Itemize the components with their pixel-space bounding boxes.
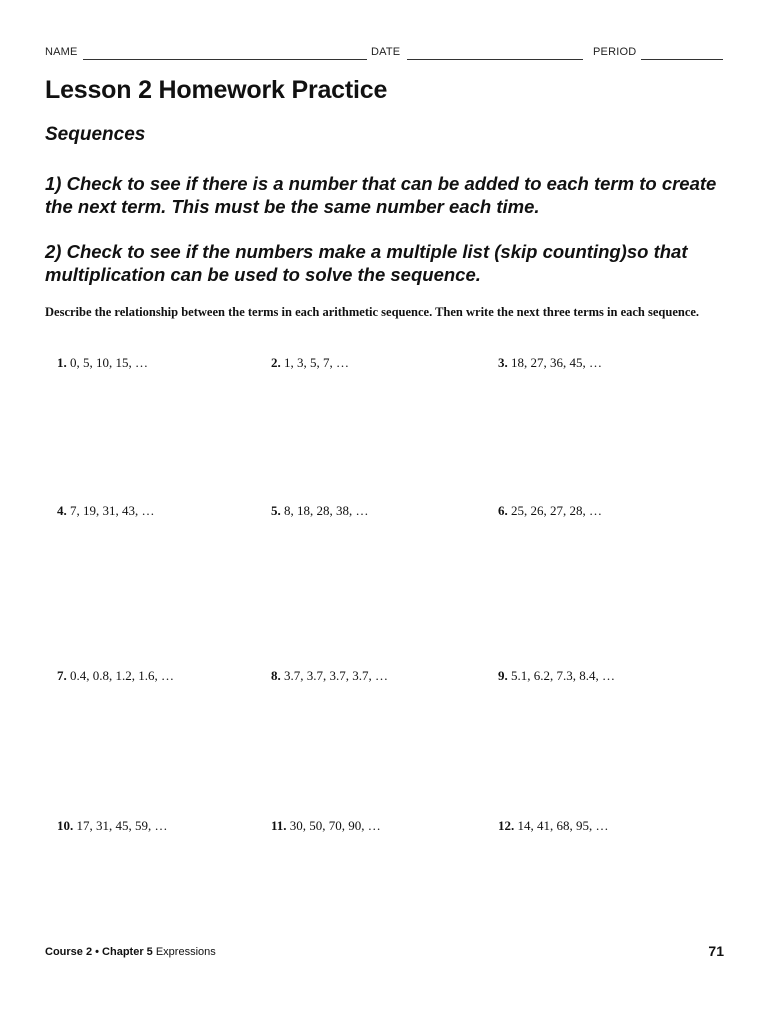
problem-sequence: 30, 50, 70, 90, … (289, 818, 381, 833)
problem-11 (271, 818, 381, 834)
footer-topic: Expressions (155, 946, 216, 958)
strategy-tip-1: 1) Check to see if there is a number that can be added to each term to create the next term. This must be the same number each time. (45, 173, 717, 217)
problem-8 (271, 668, 388, 684)
problem-number: 8. (271, 668, 281, 683)
instructions: Describe the relationship between the terms in each arithmetic sequence. Then write the next three terms in each sequence. (45, 305, 700, 319)
problem-12 (498, 818, 609, 834)
problem-sequence: 8, 18, 28, 38, … (284, 503, 369, 518)
problem-10 (57, 818, 168, 834)
date-line[interactable] (407, 59, 583, 60)
problem-number: 2. (271, 355, 281, 370)
problem-number: 4. (57, 503, 67, 518)
problem-sequence: 3.7, 3.7, 3.7, 3.7, … (284, 668, 388, 683)
problem-7 (57, 668, 174, 684)
problem-sequence: 18, 27, 36, 45, … (511, 355, 602, 370)
problem-3 (498, 355, 602, 371)
problem-number: 1. (57, 355, 67, 370)
page-title: Lesson 2 Homework Practice (45, 76, 388, 104)
problem-sequence: 17, 31, 45, 59, … (76, 818, 168, 833)
name-line[interactable] (83, 59, 367, 60)
page-number: 71 (708, 943, 724, 959)
problem-9 (498, 668, 615, 684)
problem-6 (498, 503, 602, 519)
problem-sequence: 5.1, 6.2, 7.3, 8.4, … (511, 668, 615, 683)
page-subtitle: Sequences (45, 124, 146, 145)
problem-sequence: 14, 41, 68, 95, … (517, 818, 609, 833)
problem-number: 5. (271, 503, 281, 518)
strategy-tip-2: 2) Check to see if the numbers make a multiple list (skip counting)so that multiplication can be used to solve the sequence. (45, 241, 688, 285)
problem-number: 11. (271, 818, 287, 833)
problem-sequence: 25, 26, 27, 28, … (511, 503, 602, 518)
problem-sequence: 0, 5, 10, 15, … (70, 355, 148, 370)
period-line[interactable] (641, 59, 723, 60)
problem-number: 12. (498, 818, 515, 833)
footer-course: Course 2 • Chapter 5 (45, 946, 153, 958)
problem-number: 9. (498, 668, 508, 683)
problem-sequence: 1, 3, 5, 7, … (284, 355, 349, 370)
student-info-row (45, 46, 725, 62)
problem-number: 7. (57, 668, 67, 683)
problem-number: 3. (498, 355, 508, 370)
problem-1 (57, 355, 148, 371)
problem-5 (271, 503, 369, 519)
problem-number: 10. (57, 818, 74, 833)
date-label: DATE (371, 46, 401, 58)
problem-number: 6. (498, 503, 508, 518)
problem-2 (271, 355, 349, 371)
problem-sequence: 0.4, 0.8, 1.2, 1.6, … (70, 668, 174, 683)
problem-4 (57, 503, 155, 519)
page-footer (45, 946, 216, 958)
problem-sequence: 7, 19, 31, 43, … (70, 503, 155, 518)
name-label: NAME (45, 46, 78, 58)
period-label: PERIOD (593, 46, 637, 58)
